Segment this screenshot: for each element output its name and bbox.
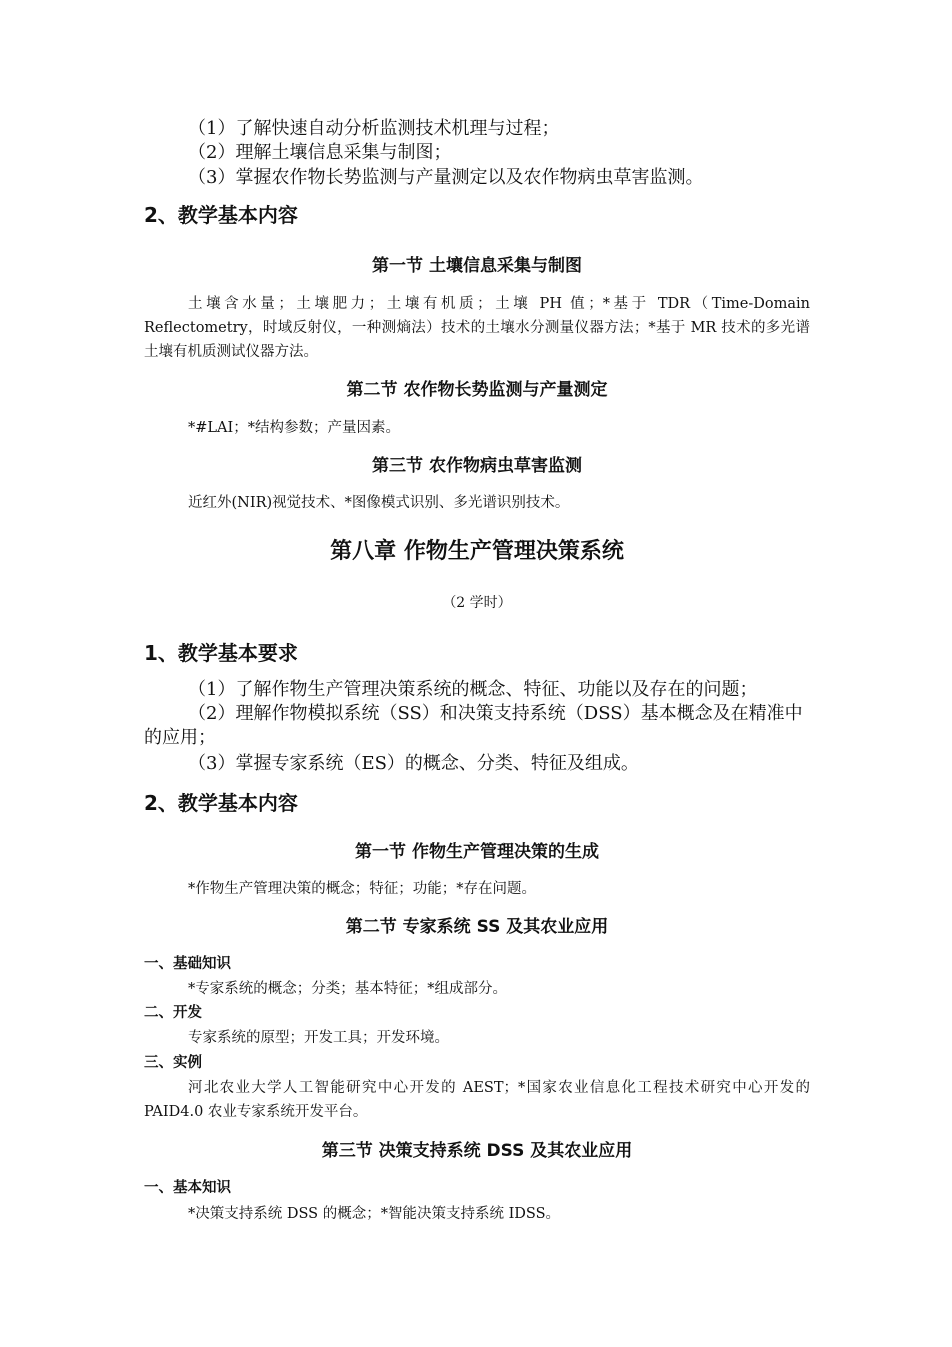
- requirement-item: （3）掌握专家系统（ES）的概念、分类、特征及组成。: [188, 753, 639, 774]
- content-heading: 2、教学基本内容: [144, 791, 298, 815]
- chapter-hours: （2 学时）: [442, 595, 512, 611]
- section-title: 第三节 决策支持系统 DSS 及其农业应用: [321, 1141, 633, 1161]
- section-title: 第三节 农作物病虫草害监测: [372, 456, 582, 476]
- subsection-body: *决策支持系统 DSS 的概念；*智能决策支持系统 IDSS。: [188, 1206, 561, 1222]
- section-title: 第二节 农作物长势监测与产量测定: [346, 380, 608, 400]
- subsection-heading: 三、实例: [144, 1055, 202, 1071]
- requirement-item: （1）了解作物生产管理决策系统的概念、特征、功能以及存在的问题；: [188, 679, 758, 700]
- requirement-item: （3）掌握农作物长势监测与产量测定以及农作物病虫草害监测。: [188, 167, 704, 188]
- subsection-heading: 一、基础知识: [144, 956, 231, 972]
- subsection-body: 河北农业大学人工智能研究中心开发的 AEST；*国家农业信息化工程技术研究中心开发的 PAID4.0 农业专家系统开发平台。: [144, 1080, 810, 1120]
- subsection-body: *专家系统的概念；分类；基本特征；*组成部分。: [188, 981, 507, 997]
- section-body: 近红外(NIR)视觉技术、*图像模式识别、多光谱识别技术。: [188, 495, 570, 511]
- section-title: 第一节 作物生产管理决策的生成: [355, 842, 599, 862]
- subsection-heading: 二、开发: [144, 1005, 202, 1021]
- section-body: *作物生产管理决策的概念；特征；功能；*存在问题。: [188, 881, 536, 897]
- chapter-title: 第八章 作物生产管理决策系统: [330, 539, 624, 564]
- section-title: 第一节 土壤信息采集与制图: [372, 256, 582, 276]
- requirements-heading: 1、教学基本要求: [144, 641, 298, 665]
- content-heading: 2、教学基本内容: [144, 203, 298, 227]
- section-title: 第二节 专家系统 SS 及其农业应用: [345, 917, 609, 937]
- requirement-item: （2）理解作物模拟系统（SS）和决策支持系统（DSS）基本概念及在精准中的应用；: [144, 703, 803, 748]
- section-body: *#LAI；*结构参数；产量因素。: [188, 420, 400, 436]
- section-body: 土壤含水量；土壤肥力；土壤有机质；土壤 PH 值；*基于 TDR（Time-Domain Reflectometry，时域反射仪，一种测熵法）技术的土壤水分测量仪器方法；*基于 MR 技术的多光谱土壤有机质测试仪器方法。: [144, 296, 810, 360]
- requirement-item: （2）理解土壤信息采集与制图；: [188, 142, 452, 163]
- subsection-body: 专家系统的原型；开发工具；开发环境。: [188, 1030, 449, 1046]
- subsection-heading: 一、基本知识: [144, 1180, 231, 1196]
- requirement-item: （1）了解快速自动分析监测技术机理与过程；: [188, 118, 560, 139]
